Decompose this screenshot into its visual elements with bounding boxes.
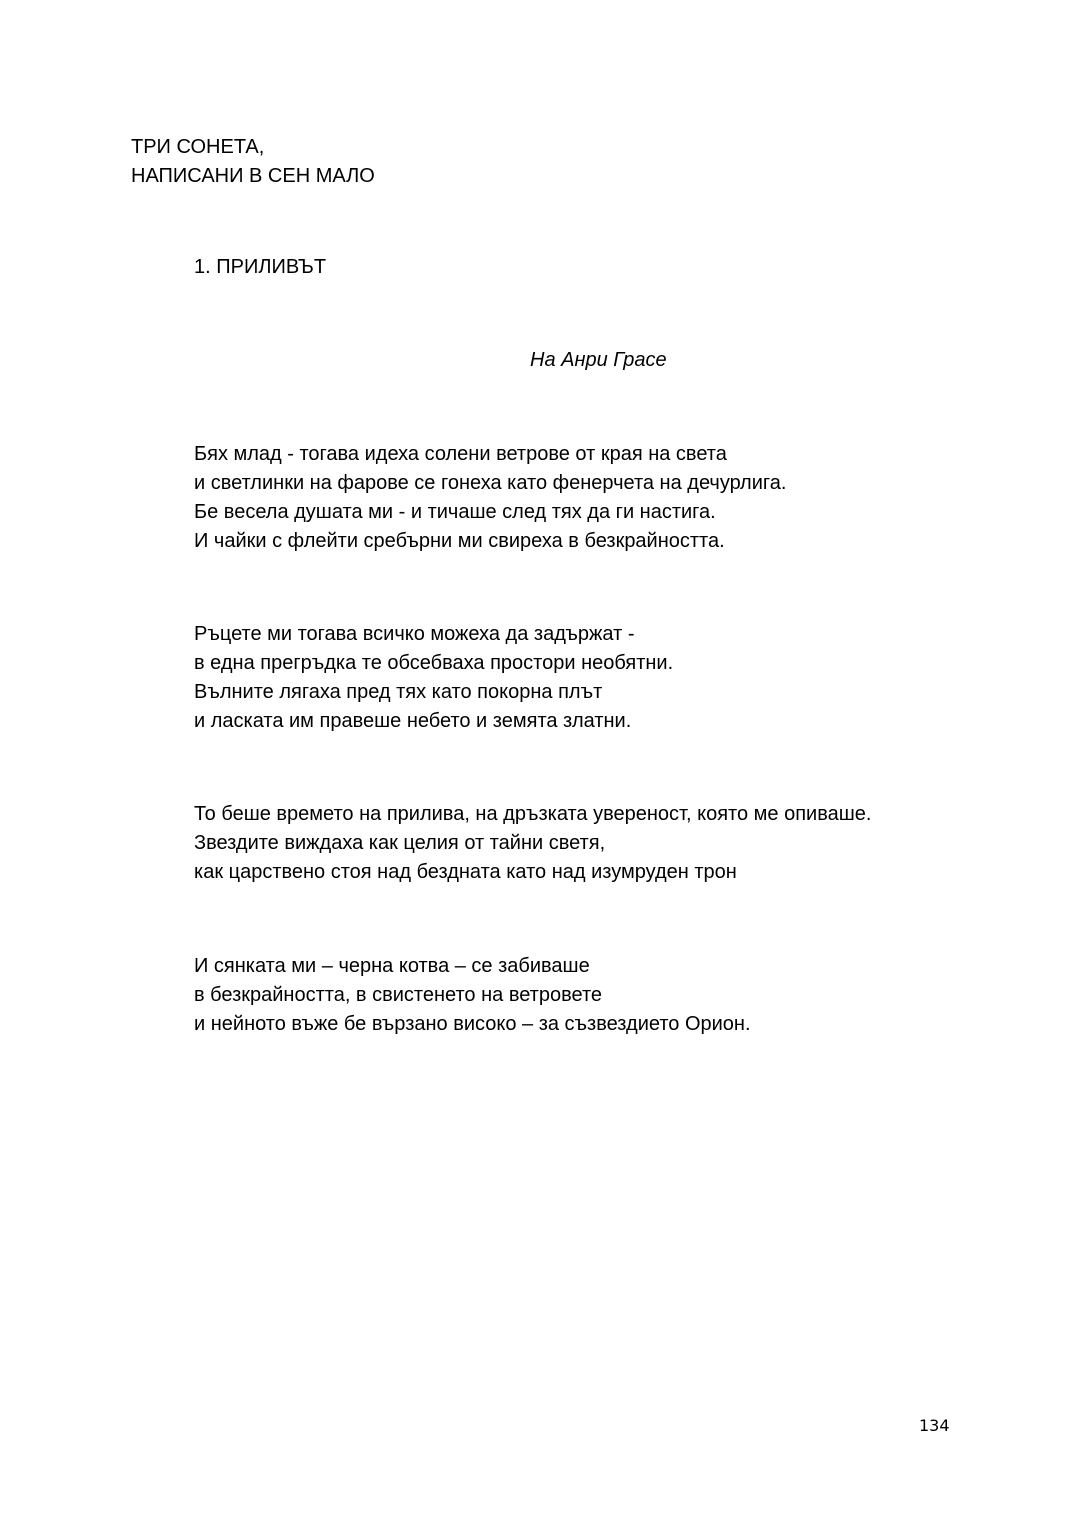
title-line: ТРИ СОНЕТА, [131, 136, 265, 158]
verse-line: Вълните лягаха пред тях като покорна плът [194, 681, 603, 703]
verse-line: и светлинки на фарове се гонеха като фенерчета на дечурлига. [194, 472, 787, 494]
verse-line: И сянката ми – черна котва – се забиваше [194, 955, 590, 977]
stanza-3 [194, 800, 871, 887]
verse-line: Звездите виждаха как целия от тайни светя, [194, 832, 606, 854]
verse-line: Бях млад - тогава идеха солени ветрове от края на света [194, 443, 727, 465]
section-heading: 1. ПРИЛИВЪТ [194, 256, 327, 278]
verse-line: Бе весела душата ми - и тичаше след тях да ги настига. [194, 501, 716, 523]
stanza-4 [194, 952, 751, 1039]
verse-line: как царствено стоя над бездната като над изумруден трон [194, 861, 737, 883]
verse-line: И чайки с флейти сребърни ми свиреха в безкрайността. [194, 530, 725, 552]
verse-line: Ръцете ми тогава всичко можеха да задържат - [194, 623, 635, 645]
stanza-1 [194, 440, 786, 556]
verse-line: То беше времето на прилива, на дръзката увереност, която ме опиваше. [194, 803, 872, 825]
stanza-2 [194, 620, 673, 736]
page-number: 134 [919, 1416, 950, 1435]
dedication: На Анри Грасе [530, 349, 667, 371]
poem-collection-title [131, 133, 375, 191]
verse-line: в безкрайността, в свистенето на ветровете [194, 984, 602, 1006]
verse-line: в една прегръдка те обсебваха простори необятни. [194, 652, 674, 674]
verse-line: и нейното въже бе вързано високо – за съзвездието Орион. [194, 1013, 751, 1035]
verse-line: и ласката им правеше небето и земята златни. [194, 710, 632, 732]
title-line: НАПИСАНИ В СЕН МАЛО [131, 165, 375, 187]
